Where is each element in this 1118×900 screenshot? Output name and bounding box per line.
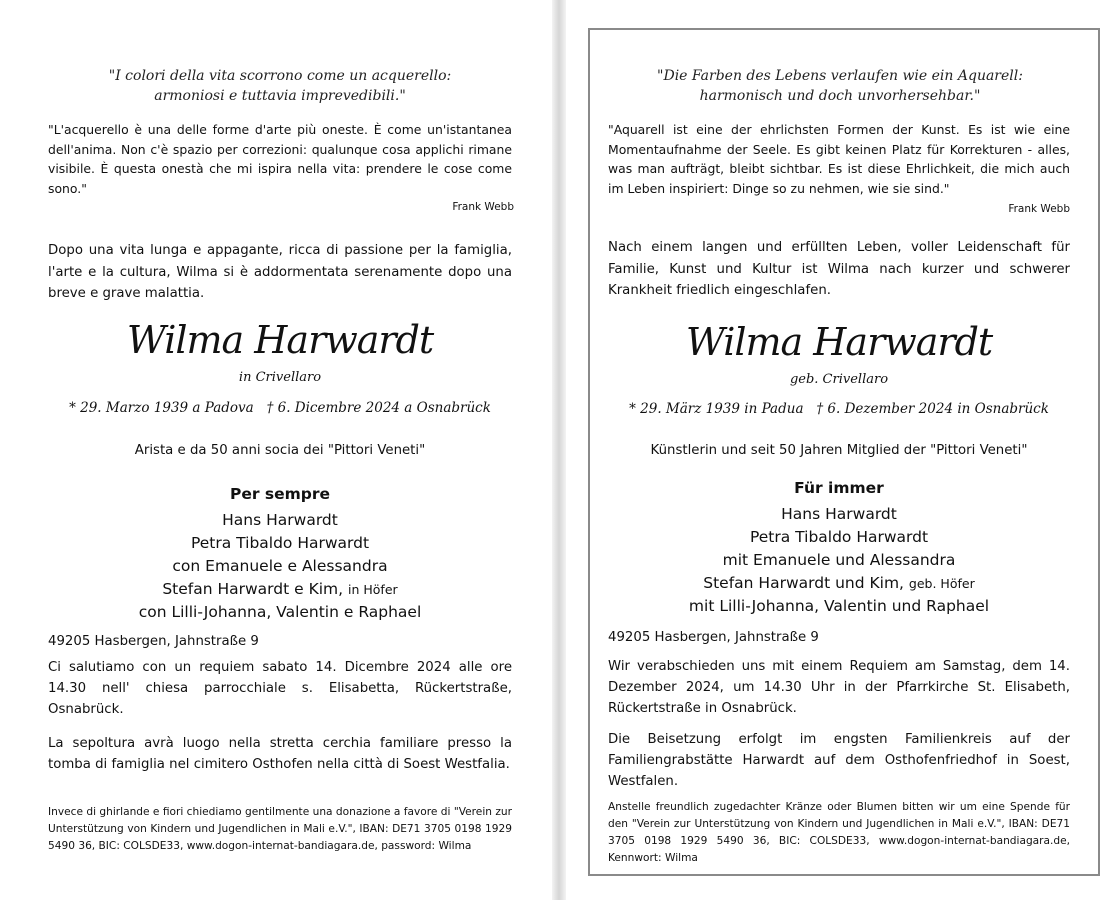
- family-member: Hans Harwardt: [781, 505, 897, 523]
- birth-date: * 29. März 1939 in Padua: [629, 401, 804, 417]
- page-divider: [552, 0, 566, 900]
- maiden-note: in Höfer: [348, 582, 398, 597]
- watercolor-quote: "L'acquerello è una delle forme d'arte più oneste. È come un'istantanea dell'anima. Non c'è spazio per correzioni: qualunque cosa applichi rimane visibile. È questa onestà che mi ispira nella vita: prendere le cose come sono.": [48, 122, 512, 196]
- family-member: Hans Harwardt: [222, 511, 338, 529]
- death-date: † 6. Dicembre 2024 a Osnabrück: [266, 400, 491, 416]
- birth-date: * 29. Marzo 1939 a Padova: [69, 400, 254, 416]
- quote-author: Frank Webb: [1008, 203, 1070, 215]
- burial-info: Die Beisetzung erfolgt im engsten Familienkreis auf der Familiengrabstätte Harwardt auf dem Osthofenfriedhof in Soest, Westfalen.: [608, 732, 1070, 789]
- requiem-info: Ci salutiamo con un requiem sabato 14. Dicembre 2024 alle ore 14.30 nell' chiesa parrocchiale s. Elisabetta, Rückertstraße, Osnabrück.: [48, 660, 512, 717]
- motto-line-2: harmonisch und doch unvorhersehbar.": [699, 88, 981, 104]
- burial-info: La sepoltura avrà luogo nella stretta cerchia familiare presso la tomba di famiglia nel cimitero Osthofen nella città di Soest Westfalia.: [48, 736, 512, 772]
- membership-line: Arista e da 50 anni socia dei "Pittori Veneti": [134, 443, 426, 458]
- life-dates: [596, 401, 1082, 417]
- family-member: mit Lilli-Johanna, Valentin und Raphael: [688, 597, 990, 615]
- requiem-info: Wir verabschieden uns mit einem Requiem am Samstag, dem 14. Dezember 2024, um 14.30 Uhr in der Pfarrkirche St. Elisabeth, Rückertstraße in Osnabrück.: [608, 659, 1070, 716]
- donation-info: Invece di ghirlande e fiori chiediamo gentilmente una donazione a favore di "Verein zur Unterstützung von Kindern und Jugendlichen in Mali e.V.", IBAN: DE71 3705 0198 1929 5490 36, BIC: COLSDE33, www.dogon-internat-bandiagara.de, password: Wilma: [48, 806, 512, 852]
- family-member: mit Emanuele und Alessandra: [722, 551, 956, 569]
- life-dates: [40, 400, 520, 416]
- watercolor-quote: "Aquarell ist eine der ehrlichsten Formen der Kunst. Es ist wie eine Momentaufnahme der Seele. Es gibt keinen Platz für Korrekturen - alles, was man aufträgt, bleibt sichtbar. Es ist diese Ehrlichkeit, die mich auch im Leben inspiriert: Dinge so zu nehmen, wie sie sind.": [608, 122, 1070, 196]
- membership-line: Künstlerin und seit 50 Jahren Mitglied der "Pittori Veneti": [650, 443, 1028, 458]
- family-member: con Lilli-Johanna, Valentin e Raphael: [138, 603, 422, 621]
- motto: [48, 66, 512, 106]
- family-list: [590, 503, 1088, 618]
- motto-line-2: armoniosi e tuttavia imprevedibili.": [154, 88, 406, 104]
- donation-info: Anstelle freundlich zugedachter Kränze oder Blumen bitten wir um eine Spende für den "Verein zur Unterstützung von Kindern und Jugendlichen in Mali e.V.", IBAN: DE71 3705 0198 1929 5490 36, BIC: COLSDE33, www.dogon-internat-bandiagara.de, Kennwort: Wilma: [608, 801, 1070, 864]
- forever-heading: Für immer: [794, 479, 884, 497]
- deceased-name: Wilma Harwardt: [126, 318, 434, 362]
- italian-notice: [0, 0, 552, 900]
- maiden-note: geb. Höfer: [908, 576, 975, 591]
- death-date: † 6. Dezember 2024 in Osnabrück: [816, 401, 1049, 417]
- family-member: Petra Tibaldo Harwardt: [190, 534, 370, 552]
- quote-author: Frank Webb: [452, 201, 514, 213]
- motto-line-1: "I colori della vita scorrono come un acquerello:: [108, 68, 452, 84]
- family-address: 49205 Hasbergen, Jahnstraße 9: [608, 630, 819, 645]
- family-member: Petra Tibaldo Harwardt: [749, 528, 929, 546]
- family-member: Stefan Harwardt und Kim, geb. Höfer: [703, 574, 975, 592]
- forever-heading: Per sempre: [229, 485, 331, 503]
- motto-line-1: "Die Farben des Lebens verlaufen wie ein Aquarell:: [657, 68, 1023, 84]
- family-member: con Emanuele e Alessandra: [172, 557, 388, 575]
- deceased-name: Wilma Harwardt: [685, 320, 993, 364]
- family-list: [30, 509, 530, 624]
- maiden-name: in Crivellaro: [238, 370, 322, 385]
- family-address: 49205 Hasbergen, Jahnstraße 9: [48, 634, 259, 649]
- family-member: Stefan Harwardt e Kim, in Höfer: [162, 580, 398, 598]
- maiden-name: geb. Crivellaro: [789, 372, 889, 387]
- intro-text: Dopo una vita lunga e appagante, ricca di passione per la famiglia, l'arte e la cultura, Wilma si è addormentata serenamente dopo una breve e grave malattia.: [48, 243, 512, 301]
- intro-text: Nach einem langen und erfüllten Leben, voller Leidenschaft für Familie, Kunst und Kultur ist Wilma nach kurzer und schwerer Krankheit friedlich eingeschlafen.: [608, 240, 1070, 298]
- german-notice: [566, 0, 1118, 900]
- motto: [608, 66, 1072, 106]
